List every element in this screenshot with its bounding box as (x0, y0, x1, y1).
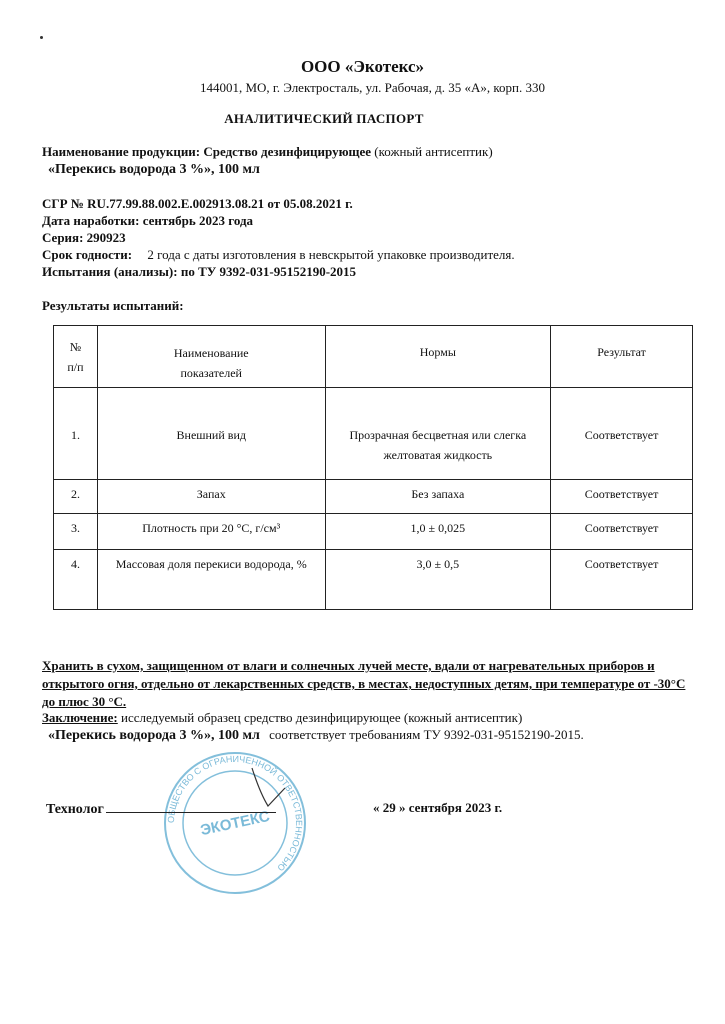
production-date: Дата наработки: сентябрь 2023 года (42, 213, 254, 228)
col-header-num-line1: № (69, 339, 82, 354)
storage-conditions: Хранить в сухом, защищенном от влаги и солнечных лучей месте, вдали от нагревательных приборов и открытого огня, отдельно от лекарственных средств, в местах, недоступных детям, при температуре от -30°С до плюс 30 °С. (42, 658, 686, 709)
product-name-label: Наименование продукции: (42, 144, 201, 159)
col-header-indicator (97, 326, 325, 388)
product-name-line (42, 144, 493, 160)
stamp-center-text: ЭКОТЕКС (198, 807, 272, 840)
conclusion-product: «Перекись водорода 3 %», 100 мл (48, 728, 260, 743)
row-result: Соответствует (551, 514, 693, 550)
table-row (54, 480, 693, 514)
row-result: Соответствует (551, 480, 693, 514)
document-title: АНАЛИТИЧЕСКИЙ ПАСПОРТ (224, 111, 424, 126)
stamp-ring-textpath: ОБЩЕСТВО С ОГРАНИЧЕННОЙ ОТВЕТСТВЕННОСТЬЮ (165, 753, 305, 874)
col-header-num (54, 326, 98, 388)
row-indicator: Внешний вид (97, 388, 325, 480)
tests-line: Испытания (анализы): по ТУ 9392-031-95152190-2015 (42, 264, 357, 279)
signature-label: Технолог (46, 802, 104, 817)
row-indicator: Массовая доля перекиси водорода, % (97, 550, 325, 610)
product-name-bold: Средство дезинфицирующее (203, 144, 372, 159)
col-header-indicator-line1: Наименование (173, 346, 249, 360)
row-norm: 1,0 ± 0,025 (325, 514, 551, 550)
col-header-norms: Нормы (325, 326, 551, 388)
results-table (53, 325, 693, 610)
signature-block (46, 800, 276, 818)
row-num: 4. (54, 550, 98, 610)
row-num: 2. (54, 480, 98, 514)
table-row (54, 388, 693, 480)
series: Серия: 290923 (42, 230, 126, 245)
table-row (54, 550, 693, 610)
row-result: Соответствует (551, 388, 693, 480)
row-indicator: Плотность при 20 °С, г/см³ (97, 514, 325, 550)
conclusion-line (42, 710, 522, 726)
row-num: 3. (54, 514, 98, 550)
conclusion-tail-text: соответствует требованиям ТУ 9392-031-95152190-2015. (269, 727, 584, 742)
row-norm: Без запаха (325, 480, 551, 514)
col-header-result: Результат (551, 326, 693, 388)
row-norm: Прозрачная бесцветная или слегка желтоватая жидкость (325, 388, 551, 480)
col-header-indicator-line2: показателей (180, 366, 242, 380)
sgr-line: СГР № RU.77.99.88.002.Е.002913.08.21 от 05.08.2021 г. (42, 196, 353, 211)
results-heading: Результаты испытаний: (42, 298, 184, 313)
shelf-life-line (42, 247, 515, 263)
conclusion-tail (269, 727, 584, 742)
signature-date: « 29 » сентября 2023 г. (373, 800, 503, 815)
row-result: Соответствует (551, 550, 693, 610)
signature-line (106, 800, 276, 813)
product-name-line2: «Перекись водорода 3 %», 100 мл (48, 162, 260, 177)
conclusion-line2 (48, 727, 584, 744)
row-norm: 3,0 ± 0,5 (325, 550, 551, 610)
product-name-normal: (кожный антисептик) (374, 144, 493, 159)
company-name: ООО «Экотекс» (300, 57, 425, 76)
conclusion-label: Заключение: (42, 710, 118, 725)
shelf-life-label: Срок годности: (42, 247, 133, 262)
company-address: 144001, МО, г. Электросталь, ул. Рабочая, д. 35 «А», корп. 330 (199, 80, 546, 95)
scan-speck (40, 36, 43, 39)
row-indicator: Запах (97, 480, 325, 514)
conclusion-text: исследуемый образец средство дезинфицирующее (кожный антисептик) (121, 710, 523, 725)
col-header-num-line2: п/п (67, 359, 84, 374)
shelf-life-value: 2 года с даты изготовления в невскрытой упаковке производителя. (147, 247, 515, 262)
table-row (54, 514, 693, 550)
company-stamp (160, 748, 310, 898)
table-header-row (54, 326, 693, 388)
row-num: 1. (54, 388, 98, 480)
